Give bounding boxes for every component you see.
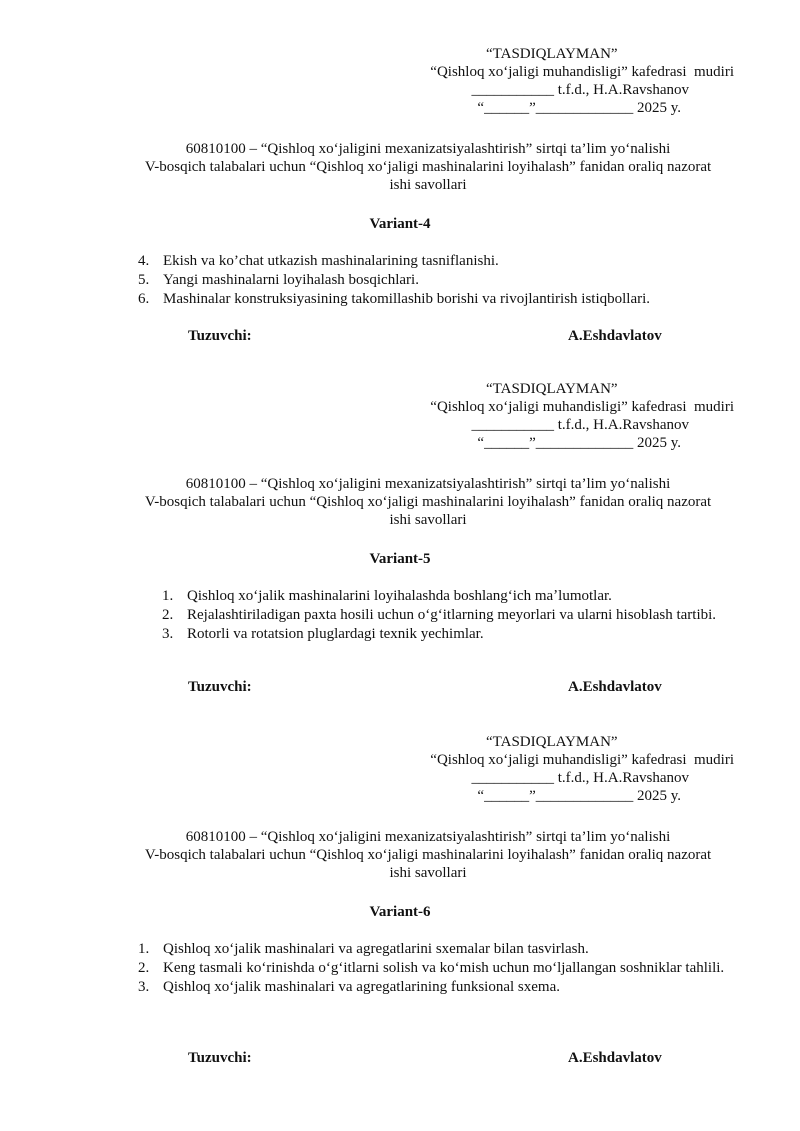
- question-text: Qishloq xoʻjalik mashinalari va agregatlarining funksional sxema.: [163, 979, 560, 995]
- variant-heading: Variant-5: [369, 551, 431, 567]
- approval-block: [394, 733, 734, 805]
- question-item: [162, 606, 742, 624]
- approval-department: “Qishloq xoʻjaligi muhandisligi” kafedrasi mudiri: [430, 752, 734, 768]
- question-number: 2.: [138, 960, 150, 976]
- approval-heading: “TASDIQLAYMAN”: [486, 381, 618, 397]
- question-list: [138, 940, 742, 997]
- compiler-name: A.Eshdavlatov: [568, 328, 662, 344]
- approval-signature: ___________ t.f.d., H.A.Ravshanov: [471, 82, 689, 98]
- question-number: 1.: [162, 588, 174, 604]
- compiler-label: Tuzuvchi:: [188, 328, 252, 344]
- document-title: [110, 475, 746, 529]
- question-item: [138, 959, 742, 977]
- approval-block: [394, 45, 734, 117]
- question-text: Yangi mashinalarni loyihalash bosqichlari.: [163, 272, 419, 288]
- title-line-3: ishi savollari: [389, 177, 467, 193]
- title-line-2: V-bosqich talabalari uchun “Qishloq xoʻjaligi mashinalarini loyihalash” fanidan oraliq nazorat: [144, 494, 712, 510]
- document-title: [110, 140, 746, 194]
- question-number: 5.: [138, 272, 150, 288]
- approval-date: “______”_____________ 2025 y.: [477, 100, 681, 116]
- title-line-1: 60810100 – “Qishloq xoʻjaligini mexanizatsiyalashtirish” sirtqi ta’lim yoʻnalishi: [185, 476, 671, 492]
- question-text: Mashinalar konstruksiyasining takomillashib borishi va rivojlantirish istiqbollari.: [163, 291, 651, 307]
- approval-signature: ___________ t.f.d., H.A.Ravshanov: [471, 770, 689, 786]
- variant-heading: Variant-6: [369, 904, 431, 920]
- question-number: 4.: [138, 253, 150, 269]
- approval-block: [394, 380, 734, 452]
- variant-section-4: [0, 45, 800, 385]
- question-item: [138, 940, 742, 958]
- question-item: [138, 978, 742, 996]
- question-text: Rejalashtiriladigan paxta hosili uchun oʻgʻitlarning meyorlari va ularni hisoblash tartibi.: [187, 607, 717, 623]
- approval-heading: “TASDIQLAYMAN”: [486, 734, 618, 750]
- approval-heading: “TASDIQLAYMAN”: [486, 46, 618, 62]
- question-text: Qishloq xoʻjalik mashinalari va agregatlarini sxemalar bilan tasvirlash.: [163, 941, 589, 957]
- approval-date: “______”_____________ 2025 y.: [477, 788, 681, 804]
- title-line-2: V-bosqich talabalari uchun “Qishloq xoʻjaligi mashinalarini loyihalash” fanidan oraliq nazorat: [144, 159, 712, 175]
- question-item: [138, 271, 742, 289]
- title-line-3: ishi savollari: [389, 865, 467, 881]
- question-number: 1.: [138, 941, 150, 957]
- variant-heading: Variant-4: [369, 216, 431, 232]
- question-number: 3.: [138, 979, 150, 995]
- question-number: 6.: [138, 291, 150, 307]
- question-list: [162, 587, 742, 644]
- question-list: [138, 252, 742, 309]
- compiler-name: A.Eshdavlatov: [568, 1050, 662, 1066]
- question-text: Qishloq xoʻjalik mashinalarini loyihalashda boshlangʻich maʼlumotlar.: [187, 588, 612, 604]
- compiler-label: Tuzuvchi:: [188, 679, 252, 695]
- title-line-1: 60810100 – “Qishloq xoʻjaligini mexanizatsiyalashtirish” sirtqi ta’lim yoʻnalishi: [185, 829, 671, 845]
- approval-department: “Qishloq xoʻjaligi muhandisligi” kafedrasi mudiri: [430, 64, 734, 80]
- title-line-2: V-bosqich talabalari uchun “Qishloq xoʻjaligi mashinalarini loyihalash” fanidan oraliq nazorat: [144, 847, 712, 863]
- approval-date: “______”_____________ 2025 y.: [477, 435, 681, 451]
- approval-signature: ___________ t.f.d., H.A.Ravshanov: [471, 417, 689, 433]
- question-text: Keng tasmali koʻrinishda oʻgʻitlarni solish va koʻmish uchun moʻljallangan soshniklar tahlili.: [163, 960, 725, 976]
- compiler-label: Tuzuvchi:: [188, 1050, 252, 1066]
- question-item: [162, 625, 742, 643]
- question-item: [138, 290, 742, 308]
- question-number: 3.: [162, 626, 174, 642]
- question-number: 2.: [162, 607, 174, 623]
- variant-section-6: [0, 733, 800, 1073]
- document-title: [110, 828, 746, 882]
- title-line-3: ishi savollari: [389, 512, 467, 528]
- question-text: Ekish va ko’chat utkazish mashinalarining tasniflanishi.: [163, 253, 499, 269]
- question-item: [162, 587, 742, 605]
- variant-section-5: [0, 380, 800, 720]
- title-line-1: 60810100 – “Qishloq xoʻjaligini mexanizatsiyalashtirish” sirtqi ta’lim yoʻnalishi: [185, 141, 671, 157]
- approval-department: “Qishloq xoʻjaligi muhandisligi” kafedrasi mudiri: [430, 399, 734, 415]
- question-text: Rotorli va rotatsion pluglardagi texnik yechimlar.: [187, 626, 484, 642]
- question-item: [138, 252, 742, 270]
- compiler-name: A.Eshdavlatov: [568, 679, 662, 695]
